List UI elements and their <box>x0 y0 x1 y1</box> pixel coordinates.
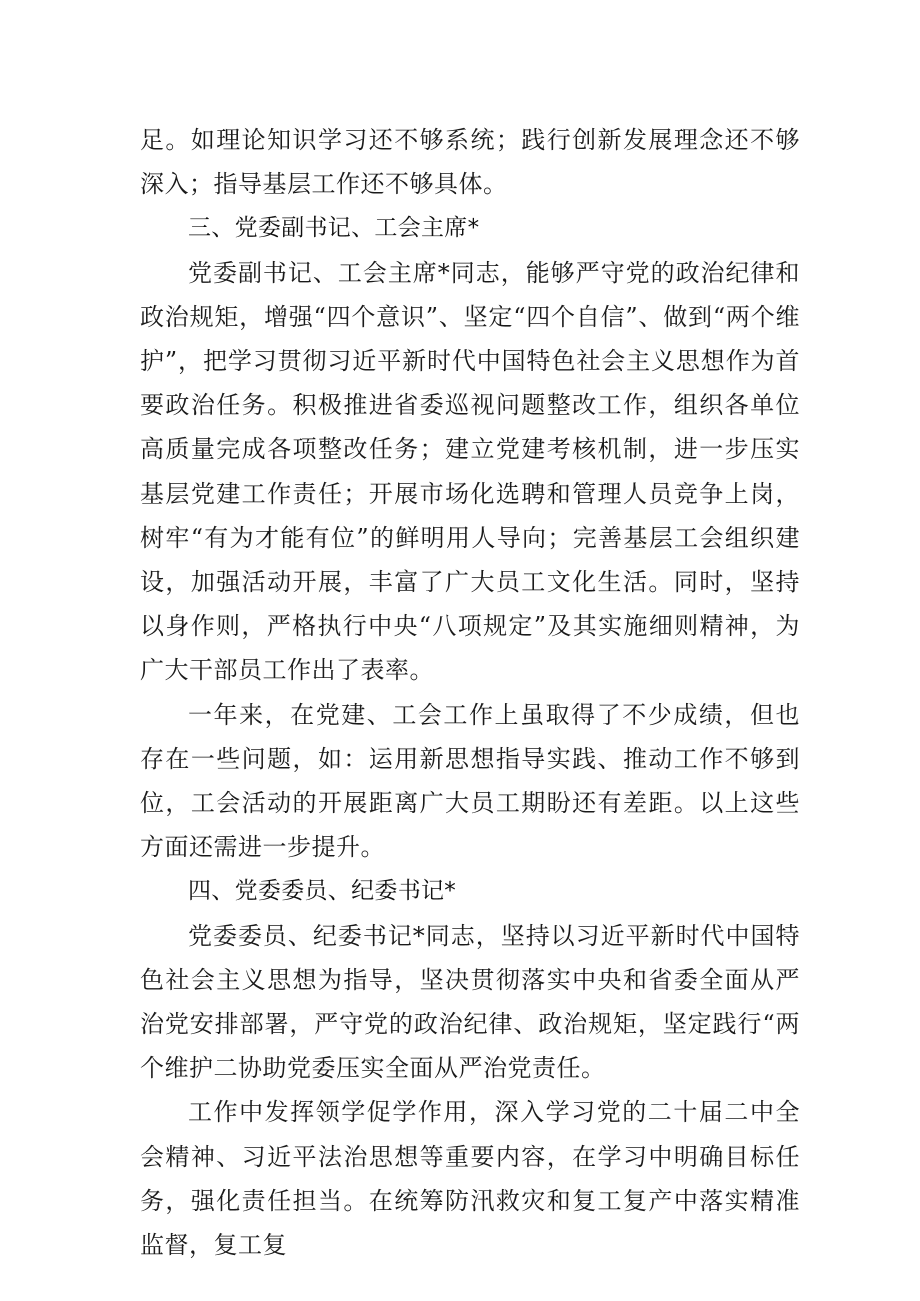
section-heading-discipline-secretary: 四、党委委员、纪委书记* <box>188 878 457 905</box>
paragraph-discipline-secretary-intro: 党委委员、纪委书记*同志，坚持以习近平新时代中国特色社会主义思想为指导，坚决贯彻落实中央和省委全面从严治党安排部署，严守党的政治纪律、政治规矩，坚定践行“两个维护二协助党委压实全面从严治党责任。 <box>140 921 800 1083</box>
document-body <box>140 118 800 1267</box>
paragraph-continuation: 足。如理论知识学习还不够系统；践行创新发展理念还不够深入；指导基层工作还不够具体。 <box>140 126 800 199</box>
paragraph-discipline-secretary-work: 工作中发挥领学促学作用，深入学习党的二十届二中全会精神、习近平法治思想等重要内容，在学习中明确目标任务，强化责任担当。在统筹防汛救灾和复工复产中落实精准监督，复工复 <box>140 1098 800 1260</box>
section-heading-deputy-secretary: 三、党委副书记、工会主席* <box>188 215 480 242</box>
paragraph-deputy-secretary-achievements: 党委副书记、工会主席*同志，能够严守党的政治纪律和政治规矩，增强“四个意识”、坚定“四个自信”、做到“两个维护”，把学习贯彻习近平新时代中国特色社会主义思想作为首要政治任务。积极推进省委巡视问题整改工作，组织各单位高质量完成各项整改任务；建立党建考核机制，进一步压实基层党建工作责任；开展市场化选聘和管理人员竞争上岗，树牢“有为才能有位”的鲜明用人导向；完善基层工会组织建设，加强活动开展，丰富了广大员工文化生活。同时，坚持以身作则，严格执行中央“八项规定”及其实施细则精神，为广大干部员工作出了表率。 <box>140 258 800 685</box>
paragraph-deputy-secretary-problems: 一年来，在党建、工会工作上虽取得了不少成绩，但也存在一些问题，如：运用新思想指导实践、推动工作不够到位，工会活动的开展距离广大员工期盼还有差距。以上这些方面还需进一步提升。 <box>140 700 800 862</box>
